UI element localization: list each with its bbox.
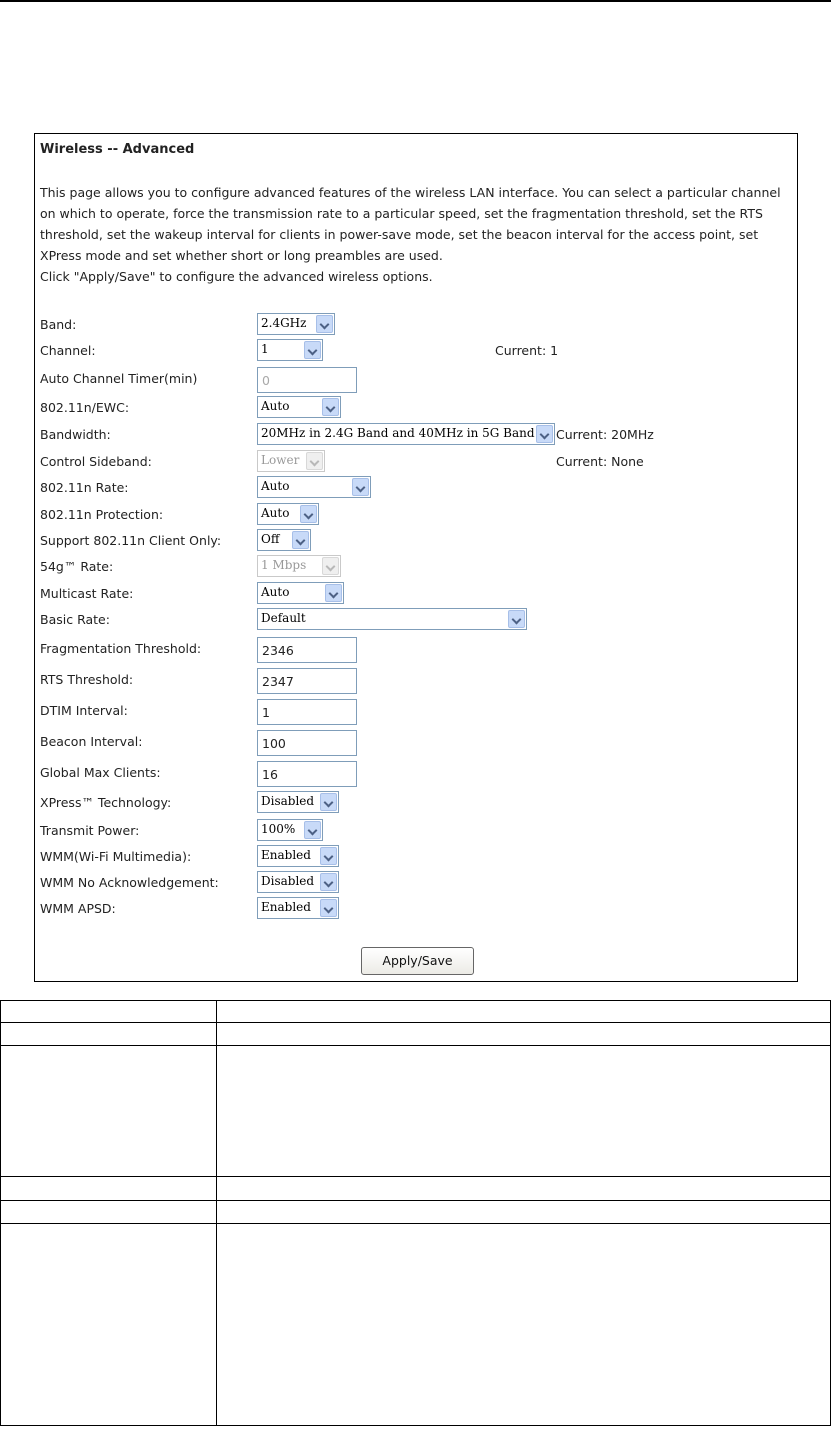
description-instruction: Click "Apply/Save" to configure the advanced wireless options. [40, 269, 433, 284]
chevron-down-icon [508, 610, 525, 628]
basic-rate-select[interactable]: Default [257, 608, 527, 630]
max-clients-input[interactable]: 16 [257, 761, 357, 787]
description-table [0, 1000, 831, 1426]
xpress-select[interactable]: Disabled [257, 791, 339, 813]
basic-rate-label: Basic Rate: [40, 612, 110, 627]
row-transmit-power [35, 819, 797, 845]
row-n-client-only [35, 529, 797, 555]
table-row [1, 1023, 831, 1046]
multicast-rate-label: Multicast Rate: [40, 586, 134, 601]
row-beacon-interval [35, 730, 797, 756]
chevron-down-icon [292, 531, 309, 549]
row-basic-rate [35, 608, 797, 634]
n-protection-select[interactable]: Auto [257, 503, 319, 525]
chevron-down-icon [304, 821, 321, 839]
row-g-rate [35, 555, 797, 581]
chevron-down-icon [306, 452, 323, 470]
row-n-rate [35, 476, 797, 502]
channel-label: Channel: [40, 343, 96, 358]
n-client-only-label: Support 802.11n Client Only: [40, 533, 222, 548]
band-select[interactable]: 2.4GHz [257, 313, 335, 335]
chevron-down-icon [316, 315, 333, 333]
frag-threshold-label: Fragmentation Threshold: [40, 641, 202, 656]
chevron-down-icon [320, 793, 337, 811]
n-protection-label: 802.11n Protection: [40, 507, 164, 522]
chevron-down-icon [300, 505, 317, 523]
row-wmm-no-ack [35, 871, 797, 897]
chevron-down-icon [320, 873, 337, 891]
channel-select[interactable]: 1 [257, 339, 323, 361]
chevron-down-icon [304, 341, 321, 359]
wmm-label: WMM(Wi-Fi Multimedia): [40, 849, 192, 864]
description-paragraph: This page allows you to configure advanced features of the wireless LAN interface. You can select a particular channel on which to operate, force the transmission rate to a particular speed, set the fragmentation threshold, set the RTS threshold, set the wakeup interval for clients in power-save mode, set the beacon interval for the access point, set XPress mode and set whether short or long preambles are used. [40, 185, 781, 263]
wmm-apsd-label: WMM APSD: [40, 901, 116, 916]
table-row [1, 1046, 831, 1177]
table-row [1, 1001, 831, 1023]
dtim-interval-label: DTIM Interval: [40, 703, 128, 718]
rts-threshold-label: RTS Threshold: [40, 672, 134, 687]
g-rate-label: 54g™ Rate: [40, 559, 114, 574]
chevron-down-icon [352, 478, 369, 496]
multicast-rate-select[interactable]: Auto [257, 582, 344, 604]
dtim-interval-input[interactable]: 1 [257, 699, 357, 725]
chevron-down-icon [320, 847, 337, 865]
row-multicast-rate [35, 582, 797, 608]
n-rate-label: 802.11n Rate: [40, 480, 129, 495]
bandwidth-label: Bandwidth: [40, 427, 111, 442]
row-rts-threshold [35, 668, 797, 694]
control-sideband-label: Control Sideband: [40, 454, 152, 469]
apply-save-button[interactable]: Apply/Save [361, 947, 474, 975]
auto-channel-timer-label: Auto Channel Timer(min) [40, 371, 198, 386]
wmm-no-ack-select[interactable]: Disabled [257, 871, 339, 893]
table-row [1, 1177, 831, 1201]
control-sideband-current: Current: None [556, 454, 644, 469]
wireless-advanced-panel [34, 133, 798, 982]
beacon-interval-input[interactable]: 100 [257, 730, 357, 756]
n-client-only-select[interactable]: Off [257, 529, 311, 551]
wmm-apsd-select[interactable]: Enabled [257, 897, 339, 919]
frag-threshold-input[interactable]: 2346 [257, 637, 357, 663]
row-wmm-apsd [35, 897, 797, 923]
row-dtim-interval [35, 699, 797, 725]
row-channel [35, 339, 797, 365]
ewc-select[interactable]: Auto [257, 396, 341, 418]
auto-channel-timer-input[interactable]: 0 [257, 367, 357, 393]
channel-current: Current: 1 [495, 343, 559, 358]
chevron-down-icon [325, 584, 342, 602]
row-bandwidth [35, 423, 797, 449]
xpress-label: XPress™ Technology: [40, 795, 172, 810]
page-title: Wireless -- Advanced [40, 142, 195, 157]
beacon-interval-label: Beacon Interval: [40, 734, 143, 749]
transmit-power-label: Transmit Power: [40, 823, 140, 838]
row-ewc [35, 396, 797, 422]
chevron-down-icon [320, 899, 337, 917]
band-label: Band: [40, 317, 77, 332]
g-rate-select: 1 Mbps [257, 555, 341, 577]
top-rule [0, 0, 831, 2]
row-frag-threshold [35, 637, 797, 663]
control-sideband-select: Lower [257, 450, 325, 472]
row-wmm [35, 845, 797, 871]
ewc-label: 802.11n/EWC: [40, 400, 130, 415]
max-clients-label: Global Max Clients: [40, 765, 161, 780]
transmit-power-select[interactable]: 100% [257, 819, 323, 841]
page-description [40, 182, 792, 287]
row-xpress [35, 791, 797, 817]
table-row [1, 1224, 831, 1426]
bandwidth-select[interactable]: 20MHz in 2.4G Band and 40MHz in 5G Band [257, 423, 555, 445]
row-control-sideband [35, 450, 797, 476]
row-auto-channel-timer [35, 367, 797, 393]
bandwidth-current: Current: 20MHz [556, 427, 654, 442]
wmm-no-ack-label: WMM No Acknowledgement: [40, 875, 219, 890]
n-rate-select[interactable]: Auto [257, 476, 371, 498]
row-n-protection [35, 503, 797, 529]
table-row [1, 1201, 831, 1224]
rts-threshold-input[interactable]: 2347 [257, 668, 357, 694]
chevron-down-icon [322, 557, 339, 575]
row-band [35, 313, 797, 339]
chevron-down-icon [536, 425, 553, 443]
chevron-down-icon [322, 398, 339, 416]
row-max-clients [35, 761, 797, 787]
wmm-select[interactable]: Enabled [257, 845, 339, 867]
